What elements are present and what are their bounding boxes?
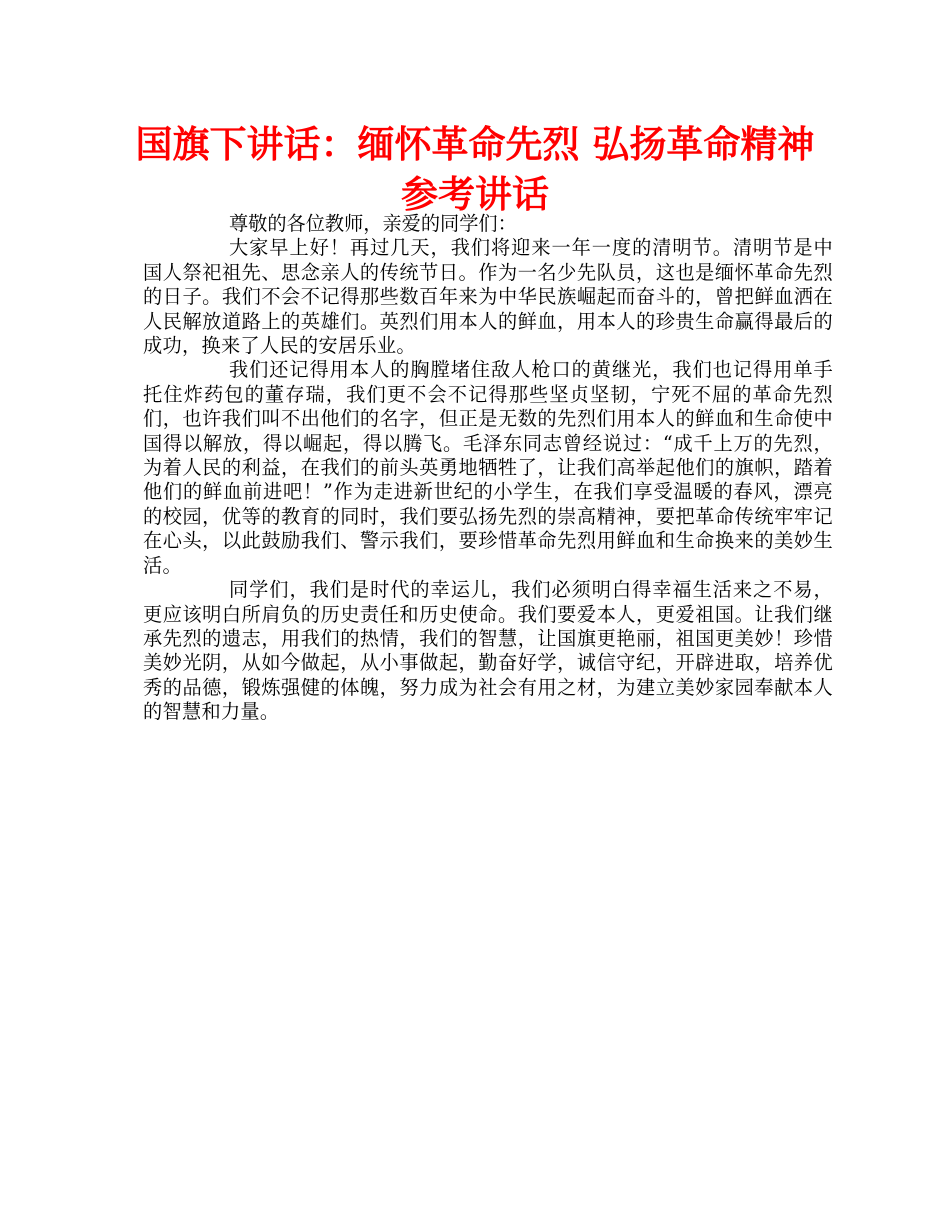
document-body [143,212,833,725]
document-title-line-1: 国旗下讲话：缅怀革命先烈 弘扬革命精神 [135,123,815,166]
paragraph-2: 我们还记得用本人的胸膛堵住敌人枪口的黄继光，我们也记得用单手托住炸药包的董存瑞，我们更不会不记得那些坚贞坚韧，宁死不屈的革命先烈们，也许我们叫不出他们的名字，但正是无数的先烈们用本人的鲜血和生命使中国得以解放，得以崛起，得以腾飞。毛泽东同志曾经说过：“成千上万的先烈，为着人民的利益，在我们的前头英勇地牺牲了，让我们高举起他们的旗帜，踏着他们的鲜血前进吧！”作为走进新世纪的小学生，在我们享受温暖的春风，漂亮的校园，优等的教育的同时，我们要弘扬先烈的崇高精神，要把革命传统牢牢记在心头，以此鼓励我们、警示我们，要珍惜革命先烈用鲜血和生命换来的美妙生活。 [143,358,833,577]
salutation: 尊敬的各位教师，亲爱的同学们： [229,212,517,235]
document-title-line-2: 参考讲话 [401,173,549,216]
paragraph-1: 大家早上好！再过几天，我们将迎来一年一度的清明节。清明节是中国人祭祀祖先、思念亲人的传统节日。作为一名少先队员，这也是缅怀革命先烈的日子。我们不会不记得那些数百年来为中华民族崛起而奋斗的，曾把鲜血洒在人民解放道路上的英雄们。英烈们用本人的鲜血，用本人的珍贵生命赢得最后的成功，换来了人民的安居乐业。 [143,236,833,358]
paragraph-3: 同学们，我们是时代的幸运儿，我们必须明白得幸福生活来之不易，更应该明白所肩负的历史责任和历史使命。我们要爱本人，更爱祖国。让我们继承先烈的遗志，用我们的热情，我们的智慧，让国旗更艳丽，祖国更美妙！珍惜美妙光阴，从如今做起，从小事做起，勤奋好学，诚信守纪，开辟进取，培养优秀的品德，锻炼强健的体魄，努力成为社会有用之材，为建立美妙家园奉献本人的智慧和力量。 [143,578,833,724]
